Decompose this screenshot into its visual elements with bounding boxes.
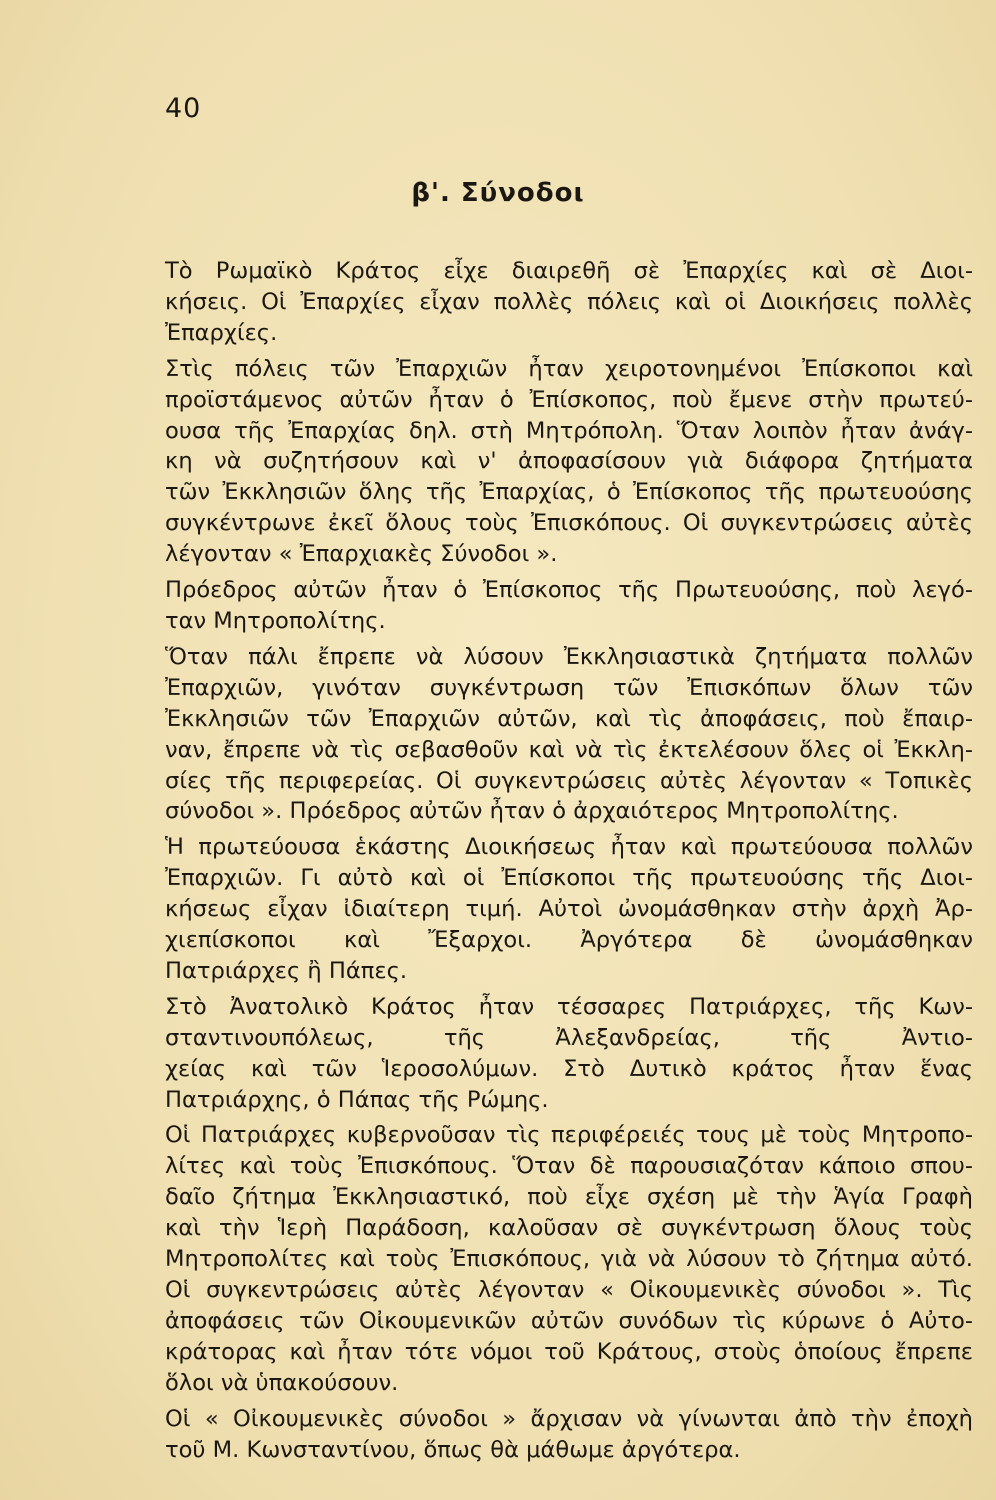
text-line: κη νὰ συζητήσουν καὶ ν' ἀποφασίσουν γιὰ διάφορα ζητήματα (165, 448, 973, 475)
text-line: Ἐκκλησιῶν τῶν Ἐπαρχιῶν αὐτῶν, καὶ τὶς ἀποφάσεις, ποὺ ἔπαιρ- (165, 705, 973, 732)
text-line: Ὅταν πάλι ἔπρεπε νὰ λύσουν Ἐκκλησιαστικὰ ζητήματα πολλῶν (165, 643, 973, 670)
paragraph (165, 642, 973, 827)
text-line: Στὸ Ἀνατολικὸ Κράτος ἦταν τέσσαρες Πατριάρχες, τῆς Κων- (165, 993, 973, 1020)
text-line: κήσεως εἶχαν ἰδιαίτερη τιμή. Αὐτοὶ ὠνομάσθηκαν στὴν ἀρχὴ Ἀρ- (165, 896, 973, 923)
text-line: ταν Μητροπολίτης. (165, 607, 386, 634)
text-line: συγκέντρωνε ἐκεῖ ὅλους τοὺς Ἐπισκόπους. Οἱ συγκεντρώσεις αὐτὲς (165, 510, 973, 537)
text-line: Οἱ συγκεντρώσεις αὐτὲς λέγονταν « Οἰκουμενικὲς σύνοδοι ». Τὶς (165, 1277, 973, 1303)
text-line: Ἐπαρχιῶν. Γι αὐτὸ καὶ οἱ Ἐπίσκοποι τῆς πρωτευούσης τῆς Διοι- (165, 865, 973, 892)
text-line: τῶν Ἐκκλησιῶν ὅλης τῆς Ἐπαρχίας, ὁ Ἐπίσκοπος τῆς πρωτευούσης (165, 479, 973, 506)
paragraph (165, 575, 973, 637)
text-line: ναν, ἔπρεπε νὰ τὶς σεβασθοῦν καὶ νὰ τὶς ἐκτελέσουν ὅλες οἱ Ἐκκλη- (165, 736, 973, 763)
text-line: χιεπίσκοποι καὶ Ἔξαρχοι. Ἀργότερα δὲ ὠνομάσθηκαν (165, 927, 973, 954)
text-line: σύνοδοι ». Πρόεδρος αὐτῶν ἦταν ὁ ἀρχαιότερος Μητροπολίτης. (165, 798, 899, 825)
text-line: κήσεις. Οἱ Ἐπαρχίες εἶχαν πολλὲς πόλεις καὶ οἱ Διοικήσεις πολλὲς (165, 288, 973, 315)
paragraph (165, 1120, 973, 1398)
text-line: Πατριάρχης, ὁ Πάπας τῆς Ρώμης. (165, 1086, 549, 1113)
text-line: κράτορας καὶ ἦταν τότε νόμοι τοῦ Κράτους, στοὺς ὁποίους ἔπρεπε (165, 1338, 973, 1365)
text-line: καὶ τὴν Ἱερὴ Παράδοση, καλοῦσαν σὲ συγκέντρωση ὅλους τοὺς (165, 1215, 973, 1242)
paragraph (165, 832, 973, 987)
paragraph (165, 256, 973, 349)
text-line: ὅλοι νὰ ὑπακούσουν. (165, 1369, 399, 1396)
text-line: Τὸ Ρωμαϊκὸ Κράτος εἶχε διαιρεθῆ σὲ Ἐπαρχίες καὶ σὲ Διοι- (165, 258, 973, 284)
text-line: Πατριάρχες ἢ Πάπες. (165, 957, 408, 984)
text-line: σταντινουπόλεως, τῆς Ἀλεξανδρείας, τῆς Ἀντιο- (165, 1024, 973, 1051)
text-line: λέγονταν « Ἐπαρχιακὲς Σύνοδοι ». (165, 541, 558, 568)
body-text (165, 256, 973, 1465)
paragraph (165, 1404, 973, 1466)
text-line: Ἐπαρχιῶν, γινόταν συγκέντρωση τῶν Ἐπισκόπων ὅλων τῶν (165, 674, 973, 701)
paragraph (165, 992, 973, 1116)
page-number: 40 (165, 93, 202, 124)
text-line: χείας καὶ τῶν Ἱεροσολύμων. Στὸ Δυτικὸ κράτος ἦταν ἕνας (165, 1055, 973, 1082)
text-line: Ἐπαρχίες. (165, 319, 278, 346)
text-line: ἀποφάσεις τῶν Οἰκουμενικῶν αὐτῶν συνόδων τὶς κύρωνε ὁ Αὐτο- (165, 1307, 973, 1334)
text-line: δαῖο ζήτημα Ἐκκλησιαστικό, ποὺ εἶχε σχέση μὲ τὴν Ἁγία Γραφὴ (165, 1184, 973, 1211)
text-line: Μητροπολίτες καὶ τοὺς Ἐπισκόπους, γιὰ νὰ λύσουν τὸ ζήτημα αὐτό. (165, 1246, 973, 1273)
text-line: Οἱ « Οἰκουμενικὲς σύνοδοι » ἄρχισαν νὰ γίνωνται ἀπὸ τὴν ἐποχὴ (165, 1405, 973, 1432)
text-line: Ἡ πρωτεύουσα ἑκάστης Διοικήσεως ἦταν καὶ πρωτεύουσα πολλῶν (165, 834, 973, 861)
text-line: σίες τῆς περιφερείας. Οἱ συγκεντρώσεις αὐτὲς λέγονταν « Τοπικὲς (165, 767, 973, 794)
text-line: λίτες καὶ τοὺς Ἐπισκόπους. Ὅταν δὲ παρουσιαζόταν κάποιο σπου- (165, 1153, 973, 1180)
text-line: Πρόεδρος αὐτῶν ἦταν ὁ Ἐπίσκοπος τῆς Πρωτευούσης, ποὺ λεγό- (165, 577, 973, 604)
text-line: προϊστάμενος αὐτῶν ἦταν ὁ Ἐπίσκοπος, ποὺ ἔμενε στὴν πρωτεύ- (165, 386, 973, 413)
text-line: Στὶς πόλεις τῶν Ἐπαρχιῶν ἦταν χειροτονημένοι Ἐπίσκοποι καὶ (165, 355, 973, 382)
text-line: ουσα τῆς Ἐπαρχίας δηλ. στὴ Μητρόπολη. Ὅταν λοιπὸν ἦταν ἀνάγ- (165, 417, 973, 444)
text-line: τοῦ Μ. Κωνσταντίνου, ὅπως θὰ μάθωμε ἀργότερα. (165, 1436, 741, 1463)
section-heading: β'. Σύνοδοι (411, 178, 585, 208)
paragraph (165, 354, 973, 570)
text-line: Οἱ Πατριάρχες κυβερνοῦσαν τὶς περιφέρειές τους μὲ τοὺς Μητροπο- (165, 1122, 973, 1149)
